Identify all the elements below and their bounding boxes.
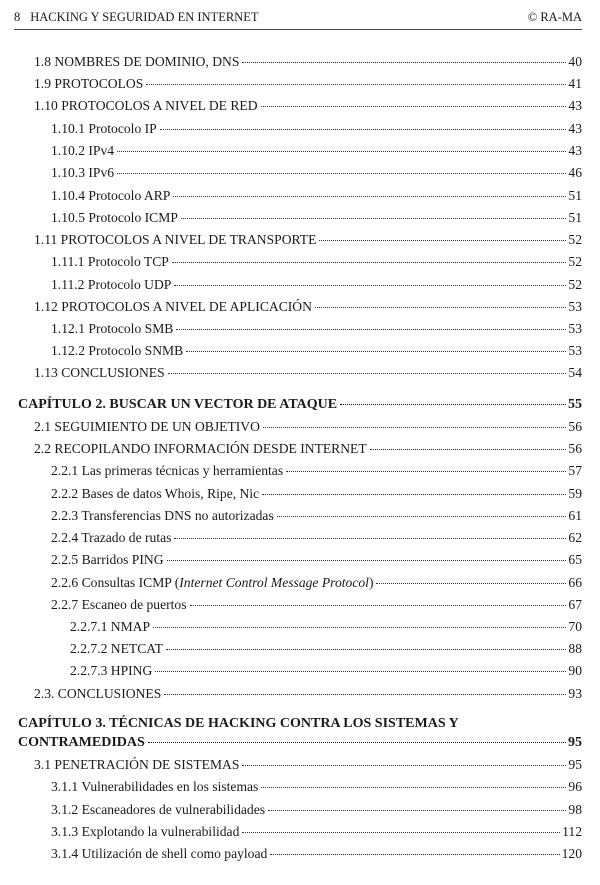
toc-entry-title bbox=[51, 574, 373, 592]
toc-entry-page: 120 bbox=[561, 846, 582, 861]
toc-entry-title: 3.1.4 Utilización de shell como payload bbox=[51, 846, 268, 861]
toc-entry-title: 2.2.7 Escaneo de puertos bbox=[51, 597, 187, 612]
page-number: 8 bbox=[14, 10, 21, 24]
toc-entry-title: 1.12.1 Protocolo SMB bbox=[51, 321, 174, 336]
toc-entry-page: 46 bbox=[568, 165, 582, 180]
dot-leader bbox=[242, 62, 566, 63]
dot-leader bbox=[270, 854, 559, 855]
toc-entry bbox=[0, 574, 600, 592]
toc-entry-page: 56 bbox=[568, 441, 582, 456]
toc-entry-title: 1.8 NOMBRES DE DOMINIO, DNS bbox=[34, 54, 240, 69]
chapter-title: CAPÍTULO 2. BUSCAR UN VECTOR DE ATAQUE bbox=[18, 397, 338, 412]
dot-leader bbox=[315, 307, 566, 308]
toc-entry-title: 2.2.2 Bases de datos Whois, Ripe, Nic bbox=[51, 486, 260, 501]
toc-entry-title: 2.2.4 Trazado de rutas bbox=[51, 530, 172, 545]
dot-leader bbox=[172, 262, 567, 263]
toc-entry bbox=[0, 342, 600, 360]
dot-leader bbox=[242, 765, 566, 766]
toc-entry bbox=[0, 529, 600, 547]
toc-entry-title: 1.10.5 Protocolo ICMP bbox=[51, 210, 178, 225]
toc-entry-title: 2.2.5 Barridos PING bbox=[51, 552, 164, 567]
toc-entry-page: 52 bbox=[568, 277, 582, 292]
toc-entry-page: 112 bbox=[562, 824, 582, 839]
toc-entry bbox=[0, 462, 600, 480]
toc-entry-title: 3.1.1 Vulnerabilidades en los sistemas bbox=[51, 779, 259, 794]
toc-entry bbox=[0, 440, 600, 458]
toc-entry bbox=[0, 364, 600, 382]
dot-leader bbox=[166, 649, 567, 650]
toc-entry-title: 1.10.1 Protocolo IP bbox=[51, 121, 157, 136]
toc-entry bbox=[0, 685, 600, 703]
toc-entry-page: 52 bbox=[568, 232, 582, 247]
toc-entry bbox=[0, 142, 600, 160]
dot-leader bbox=[148, 742, 566, 743]
toc-entry-page: 90 bbox=[568, 663, 582, 678]
toc-entry-page: 67 bbox=[568, 597, 582, 612]
toc-entry-page: 43 bbox=[568, 121, 582, 136]
dot-leader bbox=[319, 240, 566, 241]
toc-entry-title: 2.2 RECOPILANDO INFORMACIÓN DESDE INTERNET bbox=[34, 441, 367, 456]
toc-entry-page: 96 bbox=[568, 779, 582, 794]
dot-leader bbox=[268, 810, 566, 811]
toc-entry bbox=[0, 640, 600, 658]
toc-entry bbox=[0, 253, 600, 271]
toc-entry bbox=[0, 551, 600, 569]
toc-entry bbox=[0, 756, 600, 774]
header-left bbox=[14, 8, 258, 26]
toc-entry bbox=[0, 801, 600, 819]
toc-entry-page: 56 bbox=[568, 419, 582, 434]
toc-entry bbox=[0, 507, 600, 525]
dot-leader bbox=[173, 196, 566, 197]
chapter-title-line1: CAPÍTULO 3. TÉCNICAS DE HACKING CONTRA LOS SISTEMAS Y bbox=[18, 716, 459, 731]
toc-entry bbox=[0, 298, 600, 316]
toc-entry-title: 1.11.1 Protocolo TCP bbox=[51, 254, 169, 269]
dot-leader bbox=[261, 106, 567, 107]
toc-entry bbox=[0, 276, 600, 294]
dot-leader bbox=[117, 151, 566, 152]
toc-entry bbox=[0, 320, 600, 338]
toc-entry-page: 61 bbox=[568, 508, 582, 523]
toc-entry-page: 53 bbox=[568, 299, 582, 314]
toc-entry-title: 1.12 PROTOCOLOS A NIVEL DE APLICACIÓN bbox=[34, 299, 312, 314]
toc-entry bbox=[0, 823, 600, 841]
toc-entry-page: 93 bbox=[568, 686, 582, 701]
toc-entry-title: 2.2.7.3 HPING bbox=[70, 663, 153, 678]
dot-leader bbox=[117, 173, 566, 174]
toc-entry-page: 62 bbox=[568, 530, 582, 545]
dot-leader bbox=[263, 427, 566, 428]
dot-leader bbox=[261, 787, 566, 788]
toc-entry-title: 1.11.2 Protocolo UDP bbox=[51, 277, 172, 292]
toc-entry bbox=[0, 596, 600, 614]
dot-leader bbox=[146, 84, 566, 85]
toc-entry-title: 3.1.3 Explotando la vulnerabilidad bbox=[51, 824, 240, 839]
toc-entry bbox=[0, 485, 600, 503]
toc-entry-page: 54 bbox=[568, 365, 582, 380]
toc-entry-page: 43 bbox=[568, 143, 582, 158]
toc-entry-title: 1.10.2 IPv4 bbox=[51, 143, 115, 158]
toc-entry-page: 41 bbox=[568, 76, 582, 91]
toc-entry-title: 3.1.2 Escaneadores de vulnerabilidades bbox=[51, 802, 266, 817]
toc-entry bbox=[0, 662, 600, 680]
toc-entry-title-part: 2.2.6 Consultas ICMP ( bbox=[51, 575, 180, 590]
toc-entry bbox=[0, 97, 600, 115]
toc-entry-title: 1.9 PROTOCOLOS bbox=[34, 76, 144, 91]
toc-entry-page: 53 bbox=[568, 343, 582, 358]
dot-leader bbox=[153, 627, 566, 628]
toc-entry-page: 88 bbox=[568, 641, 582, 656]
toc-entry-title: 1.10.4 Protocolo ARP bbox=[51, 188, 171, 203]
dot-leader bbox=[340, 404, 566, 405]
dot-leader bbox=[277, 516, 567, 517]
dot-leader bbox=[262, 494, 566, 495]
book-title: HACKING Y SEGURIDAD EN INTERNET bbox=[30, 10, 259, 24]
toc-entry bbox=[0, 120, 600, 138]
toc-entry-page: 95 bbox=[568, 757, 582, 772]
toc-entry-title: 1.10.3 IPv6 bbox=[51, 165, 115, 180]
dot-leader bbox=[168, 373, 567, 374]
dot-leader bbox=[186, 351, 566, 352]
toc-entry-page: 40 bbox=[568, 54, 582, 69]
dot-leader bbox=[174, 538, 566, 539]
toc-entry-title: 2.2.3 Transferencias DNS no autorizadas bbox=[51, 508, 274, 523]
chapter-title: CONTRAMEDIDAS bbox=[18, 735, 145, 750]
dot-leader bbox=[190, 605, 567, 606]
toc-entry-page: 51 bbox=[568, 188, 582, 203]
dot-leader bbox=[286, 471, 566, 472]
toc-entry bbox=[0, 209, 600, 227]
toc-entry bbox=[0, 164, 600, 182]
toc-entry-page: 53 bbox=[568, 321, 582, 336]
dot-leader bbox=[174, 285, 566, 286]
dot-leader bbox=[242, 832, 560, 833]
toc-entry-title: 1.11 PROTOCOLOS A NIVEL DE TRANSPORTE bbox=[34, 232, 317, 247]
dot-leader bbox=[376, 583, 566, 584]
toc-entry-title-italic: Internet Control Message Protocol bbox=[179, 575, 369, 590]
publisher-label: © RA-MA bbox=[527, 10, 582, 24]
dot-leader bbox=[167, 560, 567, 561]
toc-entry bbox=[0, 53, 600, 71]
toc-entry-page: 51 bbox=[568, 210, 582, 225]
dot-leader bbox=[155, 671, 566, 672]
toc-entry-page: 52 bbox=[568, 254, 582, 269]
toc-entry bbox=[0, 845, 600, 863]
toc-entry bbox=[0, 75, 600, 93]
toc-entry-title: 1.10 PROTOCOLOS A NIVEL DE RED bbox=[34, 98, 258, 113]
toc-entry-page: 65 bbox=[568, 552, 582, 567]
toc-entry-title: 2.2.1 Las primeras técnicas y herramientas bbox=[51, 463, 284, 478]
toc-entry-title: 1.12.2 Protocolo SNMB bbox=[51, 343, 184, 358]
toc-entry bbox=[0, 778, 600, 796]
toc-entry-page: 70 bbox=[568, 619, 582, 634]
dot-leader bbox=[370, 449, 567, 450]
toc-entry-page: 43 bbox=[568, 98, 582, 113]
toc-entry-page: 57 bbox=[568, 463, 582, 478]
toc-entry bbox=[0, 418, 600, 436]
toc-entry-title: 2.3. CONCLUSIONES bbox=[34, 686, 162, 701]
dot-leader bbox=[176, 329, 566, 330]
toc-entry bbox=[0, 231, 600, 249]
toc-entry-page: 98 bbox=[568, 802, 582, 817]
chapter-entry bbox=[0, 734, 600, 752]
chapter-page: 95 bbox=[568, 735, 582, 750]
toc-entry-title: 1.13 CONCLUSIONES bbox=[34, 365, 165, 380]
toc-entry-page: 66 bbox=[568, 575, 582, 590]
dot-leader bbox=[160, 129, 567, 130]
toc-entry-page: 59 bbox=[568, 486, 582, 501]
dot-leader bbox=[164, 694, 566, 695]
toc-entry bbox=[0, 187, 600, 205]
running-header bbox=[14, 8, 582, 26]
toc-entry-title: 2.2.7.1 NMAP bbox=[70, 619, 151, 634]
header-rule bbox=[14, 29, 582, 30]
toc-entry bbox=[0, 618, 600, 636]
chapter-page: 55 bbox=[568, 397, 582, 412]
dot-leader bbox=[181, 218, 567, 219]
toc-entry-title-part: ) bbox=[368, 575, 374, 590]
toc-entry-title: 3.1 PENETRACIÓN DE SISTEMAS bbox=[34, 757, 240, 772]
toc-entry-title: 2.2.7.2 NETCAT bbox=[70, 641, 163, 656]
toc-entry-title: 2.1 SEGUIMIENTO DE UN OBJETIVO bbox=[34, 419, 260, 434]
chapter-entry bbox=[0, 396, 600, 414]
